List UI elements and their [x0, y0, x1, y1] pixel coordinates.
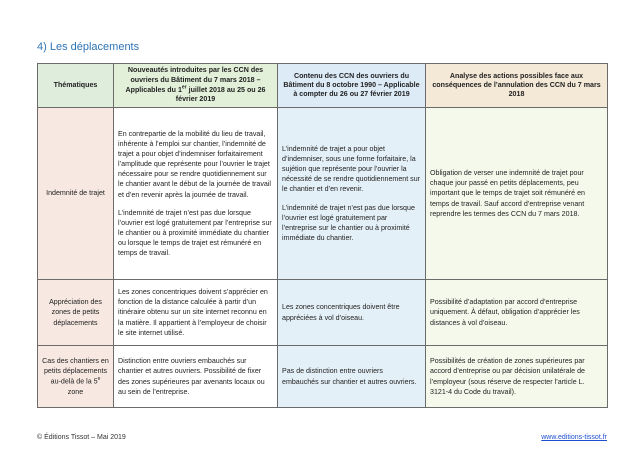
cell-analyse — [426, 108, 608, 280]
cell-thematique: Indemnité de trajet — [38, 108, 114, 280]
footer-copyright: © Éditions Tissot – Mai 2019 — [37, 434, 126, 441]
cell-paragraph: L’indemnité de trajet a pour objet d’indemniser, sous une forme forfaitaire, la sujétion que représente pour l’ouvrier la nécessité de se rendre quotidiennement sur le chantier et d’en revenir. — [282, 145, 421, 194]
cell-thematique: Appréciation des zones de petits déplacements — [38, 280, 114, 346]
table-row — [38, 280, 608, 346]
header-thematiques: Thématiques — [38, 64, 114, 108]
cell-thematique: Cas des chantiers en petits déplacements au-delà de la 5e zone — [38, 346, 114, 408]
table-header-row — [38, 64, 608, 108]
cell-contenu — [278, 108, 426, 280]
cell-paragraph: Possibilité d’adaptation par accord d’entreprise uniquement. À défaut, obligation d’apprécier les distances à vol d’oiseau. — [430, 298, 580, 327]
paragraph-gap — [118, 200, 273, 208]
cell-analyse — [426, 280, 608, 346]
cell-nouveautes — [114, 346, 278, 408]
cell-paragraph: Les zones concentriques doivent s’apprécier en fonction de la distance calculée à partir d’un itinéraire obtenu sur un site internet reconnu en la matière. Il appartient à l’employeur de choisir le site internet utilisé. — [118, 288, 268, 337]
cell-paragraph: Pas de distinction entre ouvriers embauchés sur chantier et autres ouvriers. — [282, 367, 417, 386]
cell-contenu — [278, 346, 426, 408]
table-row — [38, 108, 608, 280]
header-analyse: Analyse des actions possibles face aux conséquences de l’annulation des CCN du 7 mars 2018 — [426, 64, 608, 108]
cell-contenu — [278, 280, 426, 346]
cell-paragraph: L’indemnité de trajet n’est pas due lorsque l’ouvrier est logé gratuitement par l’entreprise sur le chantier ou à proximité immédiate du chantier ou lorsque le temps de trajet est rémunéré en temps de travail. — [118, 208, 272, 257]
deplacements-table — [37, 63, 608, 408]
section-title: 4) Les déplacements — [37, 41, 140, 53]
cell-paragraph: Obligation de verser une indemnité de trajet pour chaque jour passé en petits déplacements, peu important que le temps de trajet soit rémunéré en temps de travail. Sauf accord d’entreprise venant reprendre les termes des CCN du 7 mars 2018. — [430, 169, 585, 218]
footer-website-link[interactable]: www.editions-tissot.fr — [541, 434, 607, 441]
header-contenu: Contenu des CCN des ouvriers du Bâtiment du 8 octobre 1990 – Applicable à compter du 26 ou 27 février 2019 — [278, 64, 426, 108]
cell-paragraph: L’indemnité de trajet n’est pas due lorsque l’ouvrier est logé gratuitement par l’entreprise sur le chantier ou à proximité immédiate du chantier. — [282, 203, 415, 242]
cell-nouveautes — [114, 108, 278, 280]
header-nouveautes: Nouveautés introduites par les CCN des ouvriers du Bâtiment du 7 mars 2018 – Applicables du 1er juillet 2018 au 25 ou 26 février 2019 — [114, 64, 278, 108]
cell-paragraph: Possibilités de création de zones supérieures par accord d’entreprise ou par décision unilatérale de l’employeur (sous réserve de respecter l’article L. 3121-4 du Code du travail). — [430, 357, 585, 396]
cell-analyse — [426, 346, 608, 408]
paragraph-gap — [282, 195, 421, 203]
cell-paragraph: Les zones concentriques doivent être appréciées à vol d’oiseau. — [282, 303, 400, 322]
cell-paragraph: Distinction entre ouvriers embauchés sur chantier et autres ouvriers. Possibilité de fixer des zones supérieures par avenants locaux ou au sein de l’entreprise. — [118, 357, 265, 396]
cell-nouveautes — [114, 280, 278, 346]
cell-paragraph: En contrepartie de la mobilité du lieu de travail, inhérente à l’emploi sur chantier, l’indemnité de trajet a pour objet d’indemniser forfaitairement l’amplitude que représente pour l’ouvrier le trajet nécessaire pour se rendre quotidiennement sur le chantier avant le début de la journée de travail et d’en revenir après la journée de travail. — [118, 130, 272, 199]
table-row — [38, 346, 608, 408]
